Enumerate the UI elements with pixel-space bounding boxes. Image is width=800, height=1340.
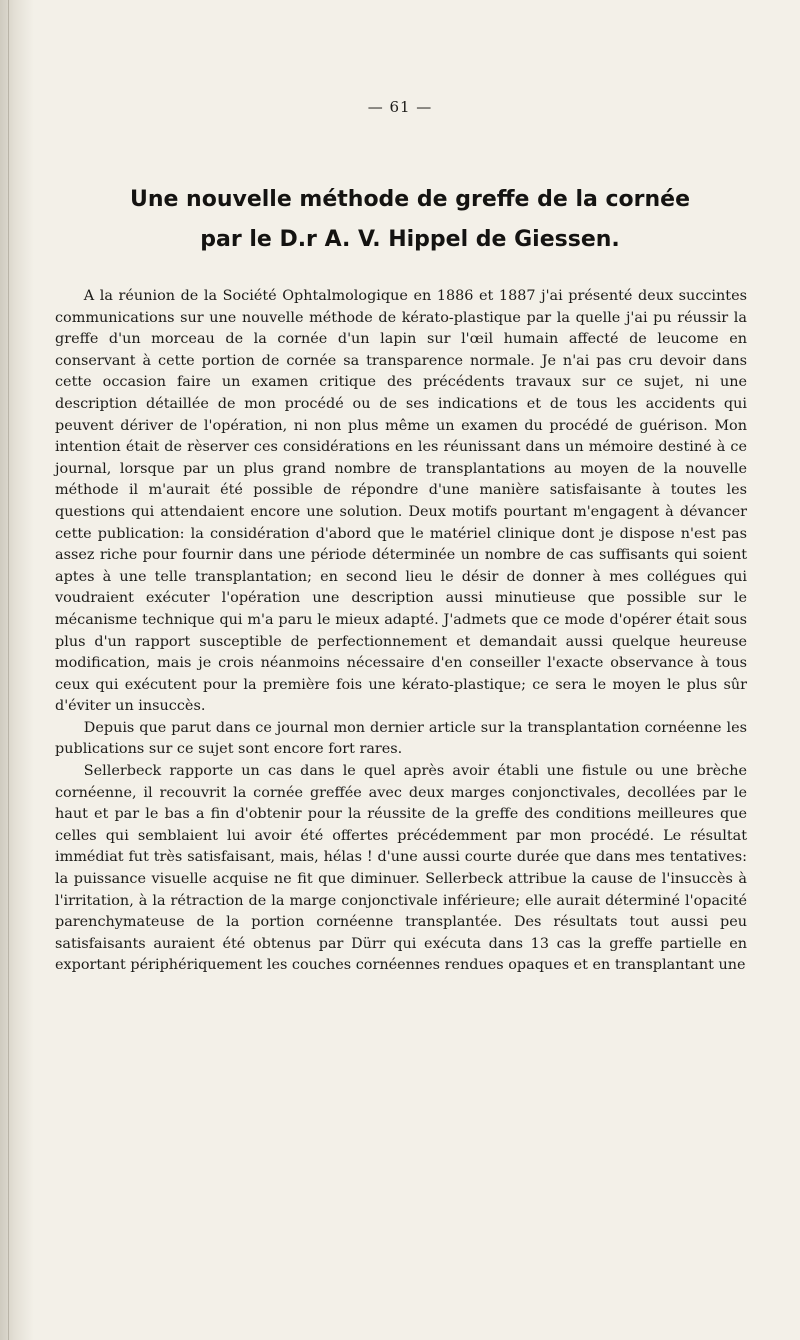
binding-shadow [0,0,34,1340]
paragraph-1: A la réunion de la Société Ophtalmologique en 1886 et 1887 j'ai présenté deux succintes communications sur une nouvelle méthode de kérato-plastique par la quelle j'ai pu réussir la greffe d'un morceau de la cornée d'un lapin sur l'œil humain affecté de leucome en conservant à cette portion de cornée sa transparence normale. Je n'ai pas cru devoir dans cette occasion faire un examen critique des précédents travaux sur ce sujet, ni une description détaillée de mon procédé ou de ses indications et de tous les accidents qui peuvent dériver de l'opération, ni non plus même un examen du procédé de guérison. Mon intention était de rèserver ces considérations en les réunissant dans un mémoire destiné à ce journal, lorsque par un plus grand nombre de transplantations au moyen de la nouvelle méthode il m'aurait été possible de répondre d'une manière satisfaisante à toutes les questions qui attendaient encore une solution. Deux motifs pourtant m'engagent à dévancer cette publication: la considération d'abord que le matériel clinique dont je dispose n'est pas assez riche pour fournir dans une période déterminée un nombre de cas suffisants qui soient aptes à une telle transplantation; en second lieu le désir de donner à mes collégues qui voudraient exécuter l'opération une description aussi minutieuse que possible sur le mécanisme technique qui m'a paru le mieux adapté. J'admets que ce mode d'opérer était sous plus d'un rapport susceptible de perfectionnement et demandait aussi quelque heureuse modification, mais je crois néanmoins nécessaire d'en conseiller l'exacte observance à tous ceux qui exécutent pour la première fois une kérato-plastique; ce sera le moyen le plus sûr d'éviter un insuccès. [55,288,747,715]
page-number: — 61 — [367,98,433,116]
article-title: Une nouvelle méthode de greffe de la cornée [129,187,691,212]
article-heading [60,180,760,260]
binding-edge [8,0,9,1340]
article-body [55,286,747,977]
paragraph-2: Depuis que parut dans ce journal mon dernier article sur la transplantation cornéenne les publications sur ce sujet sont encore fort rares. [55,719,747,758]
paragraph-3: Sellerbeck rapporte un cas dans le quel après avoir établi une fistule ou une brèche cornéenne, il recouvrit la cornée greffée avec deux marges conjonctivales, decollées par le haut et par le bas a fin d'obtenir pour la réussite de la greffe des conditions meilleures que celles qui semblaient lui avoir été offertes précédemment par mon procédé. Le résultat immédiat fut très satisfaisant, mais, hélas ! d'une aussi courte durée que dans mes tentatives: la puissance visuelle acquise ne fit que diminuer. Sellerbeck attribue la cause de l'insuccès à l'irritation, à la rétraction de la marge conjonctivale inférieure; elle aurait déterminé l'opacité parenchymateuse de la portion cornéenne transplantée. Des résultats tout aussi peu satisfaisants auraient été obtenus par Dürr qui exécuta dans 13 cas la greffe partielle en exportant périphériquement les couches cornéennes rendues opaques et en transplantant une [55,763,747,974]
article-byline: par le D.r A. V. Hippel de Giessen. [200,227,620,252]
